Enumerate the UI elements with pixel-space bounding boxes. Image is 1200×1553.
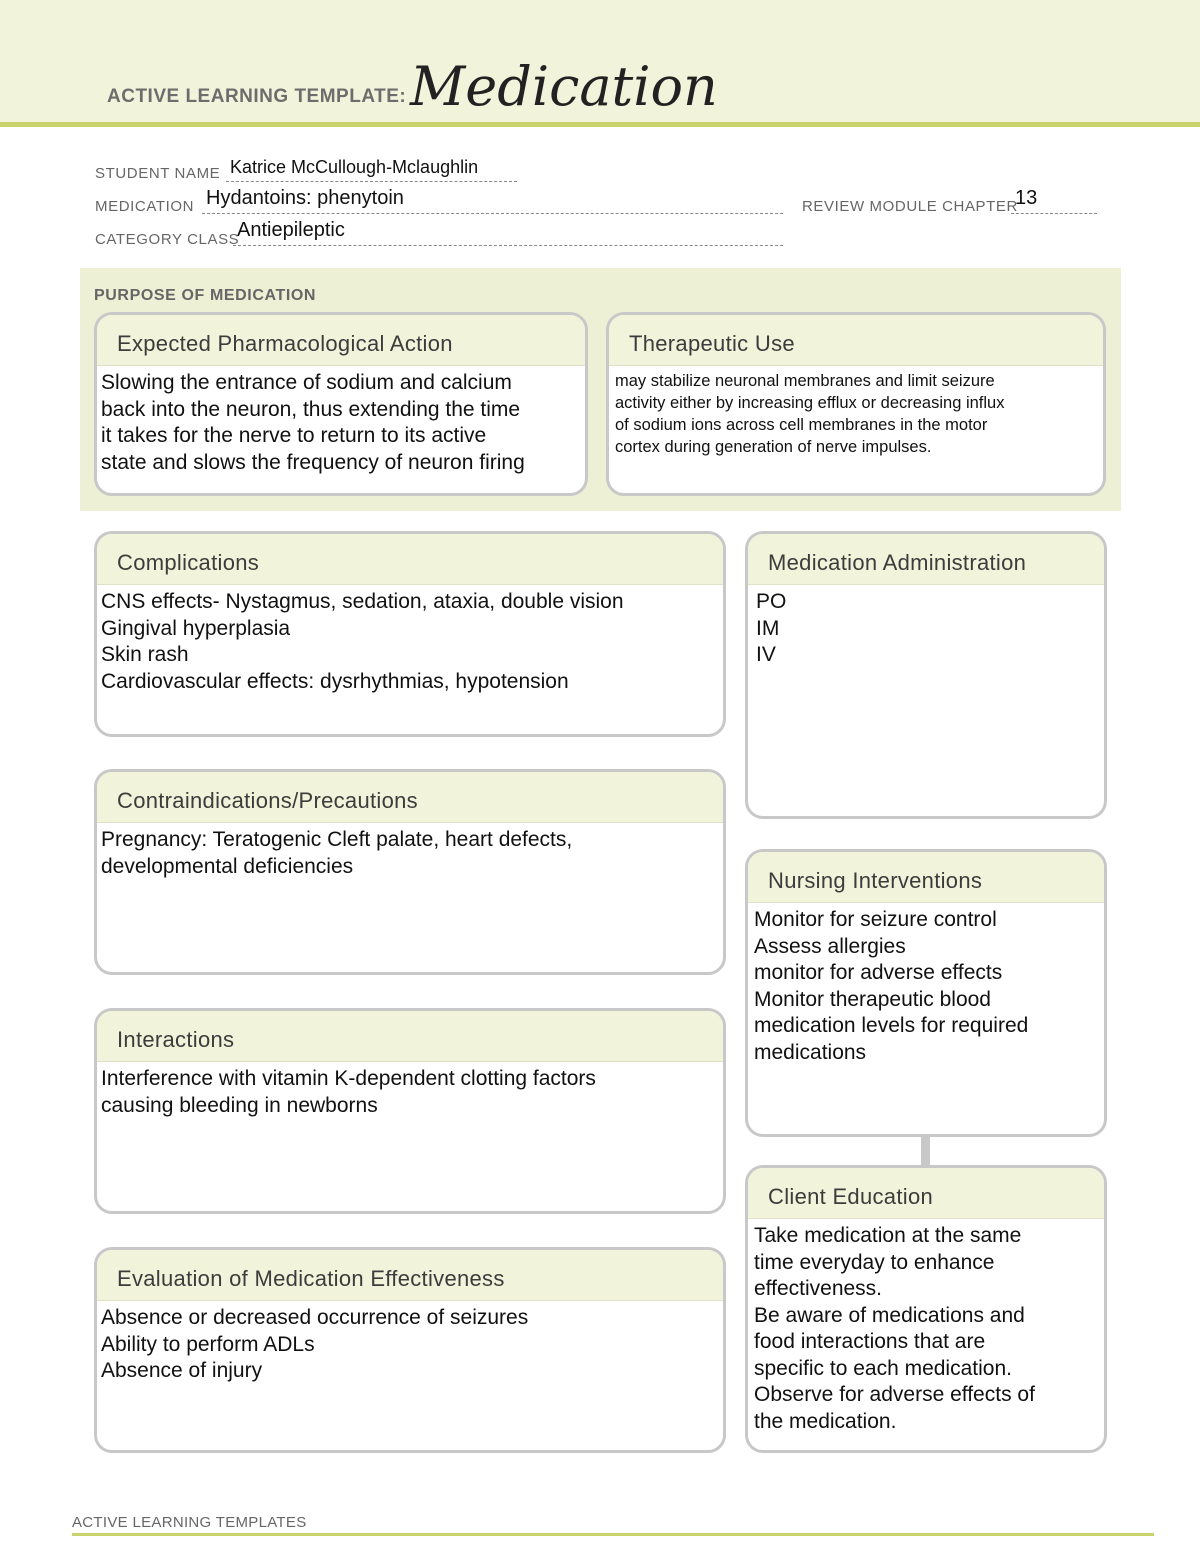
nursing-interventions-box xyxy=(745,849,1107,1137)
category-class-label: CATEGORY CLASS xyxy=(95,231,240,248)
complications-text[interactable]: CNS effects- Nystagmus, sedation, ataxia, double vision Gingival hyperplasia Skin rash Cardiovascular effects: dysrhythmias, hypotension xyxy=(101,590,624,693)
interactions-box xyxy=(94,1008,726,1214)
category-class-underline xyxy=(233,245,783,246)
contraindications-box xyxy=(94,769,726,975)
review-module-underline xyxy=(1011,213,1097,214)
evaluation-heading: Evaluation of Medication Effectiveness xyxy=(97,1250,723,1301)
complications-box xyxy=(94,531,726,737)
therapeutic-use-box xyxy=(606,312,1106,496)
student-name-field[interactable]: Katrice McCullough-Mclaughlin xyxy=(230,157,479,177)
contraindications-heading: Contraindications/Precautions xyxy=(97,772,723,823)
administration-heading: Medication Administration xyxy=(748,534,1104,585)
student-name-label: STUDENT NAME xyxy=(95,165,221,182)
administration-box xyxy=(745,531,1107,819)
therapeutic-use-text[interactable]: may stabilize neuronal membranes and limit seizure activity either by increasing efflux or decreasing influx of sodium ions across cell membranes in the motor cortex during generation of nerve impulses. xyxy=(615,372,1005,456)
expected-action-heading: Expected Pharmacological Action xyxy=(97,315,585,366)
category-class-field[interactable]: Antiepileptic xyxy=(237,219,345,241)
client-education-heading: Client Education xyxy=(748,1168,1104,1219)
footer-text: ACTIVE LEARNING TEMPLATES xyxy=(72,1514,307,1531)
header-divider xyxy=(0,122,1200,127)
page-title: Medication xyxy=(410,55,718,118)
box-connector xyxy=(921,1136,930,1166)
nursing-interventions-heading: Nursing Interventions xyxy=(748,852,1104,903)
template-label: ACTIVE LEARNING TEMPLATE: xyxy=(107,86,407,107)
footer-divider xyxy=(72,1533,1154,1536)
purpose-title: PURPOSE OF MEDICATION xyxy=(94,287,317,304)
expected-action-box xyxy=(94,312,588,496)
review-module-field[interactable]: 13 xyxy=(1015,187,1038,209)
medication-field[interactable]: Hydantoins: phenytoin xyxy=(206,187,404,209)
evaluation-box xyxy=(94,1247,726,1453)
interactions-text[interactable]: Interference with vitamin K-dependent clotting factors causing bleeding in newborns xyxy=(101,1067,596,1117)
evaluation-text[interactable]: Absence or decreased occurrence of seizures Ability to perform ADLs Absence of injury xyxy=(101,1306,529,1382)
complications-heading: Complications xyxy=(97,534,723,585)
interactions-heading: Interactions xyxy=(97,1011,723,1062)
review-module-label: REVIEW MODULE CHAPTER xyxy=(802,198,1018,215)
nursing-interventions-text[interactable]: Monitor for seizure control Assess allergies monitor for adverse effects Monitor therapeutic blood medication levels for required medications xyxy=(754,908,1029,1064)
client-education-box xyxy=(745,1165,1107,1453)
student-name-underline xyxy=(226,181,517,182)
expected-action-text[interactable]: Slowing the entrance of sodium and calcium back into the neuron, thus extending the time it takes for the nerve to return to its active state and slows the frequency of neuron firing xyxy=(101,371,525,474)
medication-label: MEDICATION xyxy=(95,198,195,215)
medication-underline xyxy=(202,213,783,214)
administration-text[interactable]: PO IM IV xyxy=(756,590,787,666)
client-education-text[interactable]: Take medication at the same time everyday to enhance effectiveness. Be aware of medications and food interactions that are specific to each medication. Observe for adverse effects of the medication. xyxy=(754,1224,1035,1433)
contraindications-text[interactable]: Pregnancy: Teratogenic Cleft palate, heart defects, developmental deficiencies xyxy=(101,828,573,878)
therapeutic-use-heading: Therapeutic Use xyxy=(609,315,1103,366)
